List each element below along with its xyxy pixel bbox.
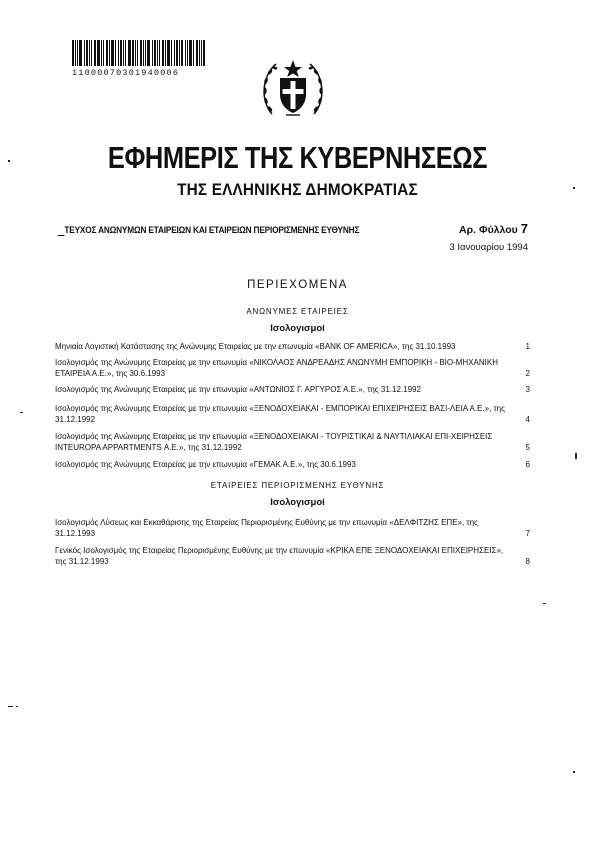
barcode-bar [199,40,200,66]
barcode-bar [147,40,150,66]
scan-speck [575,453,577,459]
toc-entry-text: Ισολογισμός της Ανώνυμης Εταιρείας με την επωνυμία «ΑΝΤΩΝΙΟΣ Γ. ΑΡΓΥΡΟΣ Α.Ε.», της 31.12.1992 [55,385,421,394]
barcode-bar [187,40,188,66]
sheet-number: 7 [520,221,528,236]
barcode-bar [84,40,85,66]
barcode-bar [171,40,172,66]
barcode-bar [165,40,166,66]
section-title: ΕΤΑΙΡΕΙΕΣ ΠΕΡΙΟΡΙΣΜΕΝΗΣ ΕΥΘΥΝΗΣ [210,481,385,490]
barcode-bar [189,40,192,66]
barcode-bar [154,40,156,66]
barcode-bar [86,40,88,66]
barcode-bar [79,40,82,66]
barcode-bar [181,40,183,66]
barcode-bar [135,40,136,66]
barcode-bar [203,40,205,66]
barcode-bar [162,40,164,66]
toc-entry-page: 2 [525,369,530,378]
barcode-bar [167,40,170,66]
scan-speck [573,187,575,189]
scan-speck [8,160,10,162]
toc-entry-text: Ισολογισμός Λύσεως και Εκκαθάρισης της Εταιρείας Περιορισμένης Ευθύνης με την επωνυμία «ΔΕΛΦΙΤΖΗΣ ΕΠΕ», της 31.12.1993 [55,518,478,538]
barcode-bar [132,40,134,66]
barcode-bar [111,40,114,66]
barcode-bar [143,40,144,66]
barcode-bar [103,40,104,66]
barcode-bar [72,40,74,66]
gazette-subtitle: ΤΗΣ ΕΛΛΗΝΙΚΗΣ ΔΗΜΟΚΡΑΤΙΑΣ [177,180,418,199]
barcode-bar [196,40,198,66]
scan-speck [573,771,575,773]
scan-speck [16,706,18,707]
sheet-label: Αρ. Φύλλου [459,224,518,236]
toc-entry-text: Ισολογισμός της Ανώνυμης Εταιρείας με την επωνυμία «ΞΕΝΟΔΟΧΕΙΑΚΑΙ - ΤΟΥΡΙΣΤΙΚΑΙ & ΝΑΥΤΙΛΙΑΚΑΙ ΕΠΙ-ΧΕΙΡΗΣΕΙΣ INTEUROPA APPARTMENTS Α.Ε.», της 31.12.1992 [55,432,493,452]
barcode-bar [125,40,126,66]
barcode-bar [120,40,122,66]
barcode-bar [145,40,146,66]
barcode-number: 11000070301940006 [72,68,180,78]
toc-entry-page: 1 [525,342,530,351]
barcode-bar [115,40,116,66]
toc-entry-text: Ισολογισμός της Ανώνυμης Εταιρείας με την επωνυμία «ΓΕΜΑΚ Α.Ε.», της 30.6.1993 [55,460,356,469]
toc-entry-text: Μηνιαία Λογιστική Κατάστασης της Ανώνυμης Εταιρείας με την επωνυμία «BANK OF AMERICA», της 31.10.1993 [55,342,456,351]
barcode-bar [201,40,202,66]
toc-entry[interactable] [55,545,530,567]
scan-speck [20,412,23,413]
barcode-bar [174,40,175,66]
barcode-bar [75,40,76,66]
barcode-bar [91,40,92,66]
barcode-bar [137,40,138,66]
barcode-bar [128,40,131,66]
toc-entry-page: 7 [525,529,530,538]
barcode [72,40,212,78]
toc-entry-page: 3 [525,385,530,394]
barcode-bar [101,40,102,66]
barcode-bar [89,40,90,66]
toc-entry-text: Γενικός Ισολογισμός της Εταιρείας Περιορισμένης Ευθύνης με την επωνυμία «ΚΡΙΚΑ ΕΠΕ ΞΕΝΟΔΟΧΕΙΑΚΑΙ ΕΠΙΧΕΙΡΗΣΕΙΣ», της 31.12.1993 [55,546,504,566]
barcode-bar [140,40,142,66]
barcode-bar [94,40,96,66]
toc-entry[interactable] [55,459,530,470]
toc-entry-page: 8 [525,557,530,566]
barcode-bar [123,40,124,66]
toc-entry-text: Ισολογισμός της Ανώνυμης Εταιρείας με την επωνυμία «ΝΙΚΟΛΑΟΣ ΑΝΔΡΕΑΔΗΣ ΑΝΩΝΥΜΗ ΕΜΠΟΡΙΚΗ - ΒΙΟ-ΜΗΧΑΝΙΚΗ ΕΤΑΙΡΕΙΑ Α.Ε.», της 30.6.1993 [55,358,498,378]
barcode-bar [176,40,178,66]
coat-of-arms-emblem [258,56,328,120]
barcode-bar [193,40,194,66]
gazette-title: ΕΦΗΜΕΡΙΣ ΤΗΣ ΚΥΒΕΡΝΗΣΕΩΣ [107,140,488,175]
toc-entry[interactable] [55,517,530,539]
toc-entry-page: 6 [525,460,530,469]
toc-entry[interactable] [55,341,530,352]
section-subtitle: Ισολογισμοί [270,497,325,508]
barcode-bar [152,40,153,66]
barcode-bar [157,40,158,66]
series-name: ΤΕΥΧΟΣ ΑΝΩΝΥΜΩΝ ΕΤΑΙΡΕΙΩΝ ΚΑΙ ΕΤΑΙΡΕΙΩΝ ΠΕΡΙΟΡΙΣΜΕΝΗΣ ΕΥΘΥΝΗΣ [58,225,359,235]
toc-entry-page: 4 [525,415,530,424]
barcode-bar [106,40,108,66]
barcode-bar [179,40,180,66]
scan-speck [8,706,13,707]
toc-entry[interactable] [55,357,530,379]
section-title: ΑΝΩΝΥΜΕΣ ΕΤΑΙΡΕΙΕΣ [246,307,349,316]
sheet-number-block [459,221,528,236]
issue-date: 3 Ιανουαρίου 1994 [449,242,528,253]
scan-speck [543,603,546,604]
toc-entry-text: Ισολογισμός της Ανώνυμης Εταιρείας με την επωνυμία «ΞΕΝΟΔΟΧΕΙΑΚΑΙ - ΕΜΠΟΡΙΚΑΙ ΕΠΙΧΕΙΡΗΣΕΙΣ ΒΑΣΙ-ΛΕΙΑ Α.Ε.», της 31.12.1992 [55,404,505,424]
barcode-bar [185,40,186,66]
barcode-bar [159,40,160,66]
section-subtitle: Ισολογισμοί [270,323,325,334]
barcode-bar [109,40,110,66]
issue-line [58,221,528,236]
toc-entry[interactable] [55,403,530,425]
toc-entry-page: 5 [525,443,530,452]
toc-entry[interactable] [55,384,530,395]
barcode-bar [97,40,100,66]
barcode-bar [77,40,78,66]
toc-entry[interactable] [55,431,530,453]
contents-heading: ΠΕΡΙΕΧΟΜΕΝΑ [247,279,348,291]
barcode-bars [72,40,212,66]
barcode-bar [118,40,119,66]
